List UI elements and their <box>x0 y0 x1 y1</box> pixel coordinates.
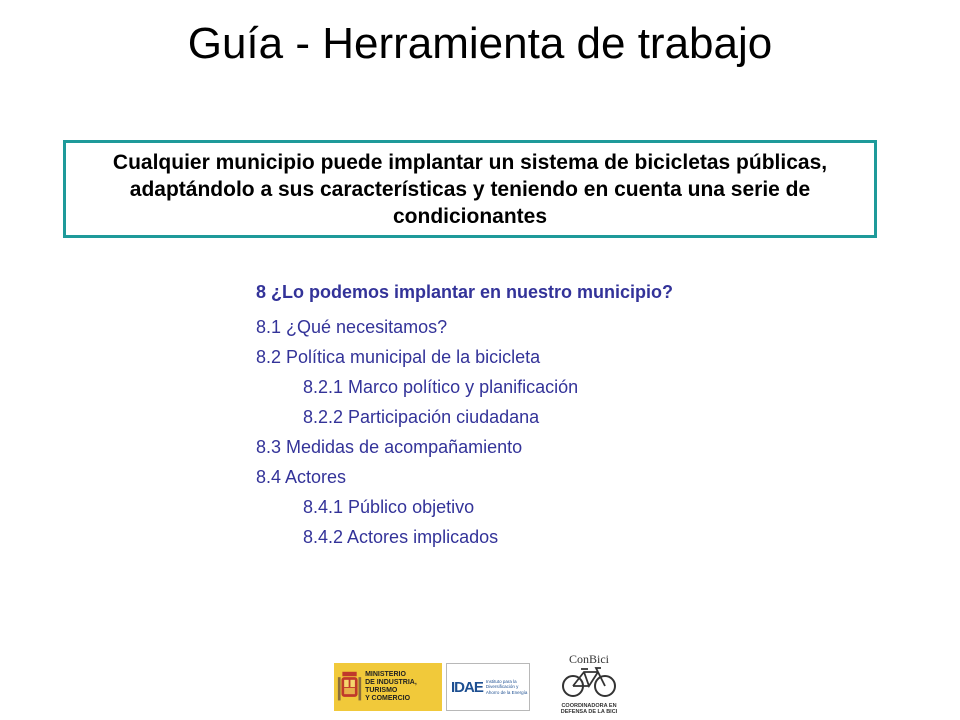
idae-mark: IDAE <box>451 678 483 696</box>
table-of-contents <box>256 283 716 552</box>
conbici-subtitle: COORDINADORA EN DEFENSA DE LA BICI <box>560 703 618 715</box>
idae-logo <box>446 663 530 711</box>
toc-heading: 8 ¿Lo podemos implantar en nuestro municipio? <box>256 282 674 302</box>
ministerio-logo <box>334 663 442 711</box>
slide-title: Guía - Herramienta de trabajo <box>187 19 773 68</box>
idae-text: Instituto para la Diversificación y Ahorro de la Energía <box>485 678 528 695</box>
conbici-name: ConBici <box>568 652 609 666</box>
toc-item-8-2-1: 8.2.1 Marco político y planificación <box>303 377 579 397</box>
footer-logos <box>334 652 624 718</box>
toc-item-8-4: 8.4 Actores <box>256 467 347 487</box>
conbici-logo <box>556 652 622 718</box>
bicycle-icon <box>560 666 618 698</box>
ministerio-text: MINISTERIO DE INDUSTRIA, TURISMO Y COMERCIO <box>365 671 417 702</box>
toc-item-8-2-2: 8.2.2 Participación ciudadana <box>303 407 540 427</box>
toc-item-8-3: 8.3 Medidas de acompañamiento <box>256 437 523 457</box>
highlight-box <box>63 140 877 238</box>
highlight-text: Cualquier municipio puede implantar un sistema de bicicletas públicas, adaptándolo a sus características y teniendo en cuenta una serie de condicionantes <box>112 150 828 228</box>
coat-of-arms-icon <box>337 668 362 706</box>
toc-item-8-1: 8.1 ¿Qué necesitamos? <box>256 317 448 337</box>
toc-item-8-4-2: 8.4.2 Actores implicados <box>303 527 499 547</box>
toc-item-8-4-1: 8.4.1 Público objetivo <box>303 497 475 517</box>
toc-item-8-2: 8.2 Política municipal de la bicicleta <box>256 347 541 367</box>
